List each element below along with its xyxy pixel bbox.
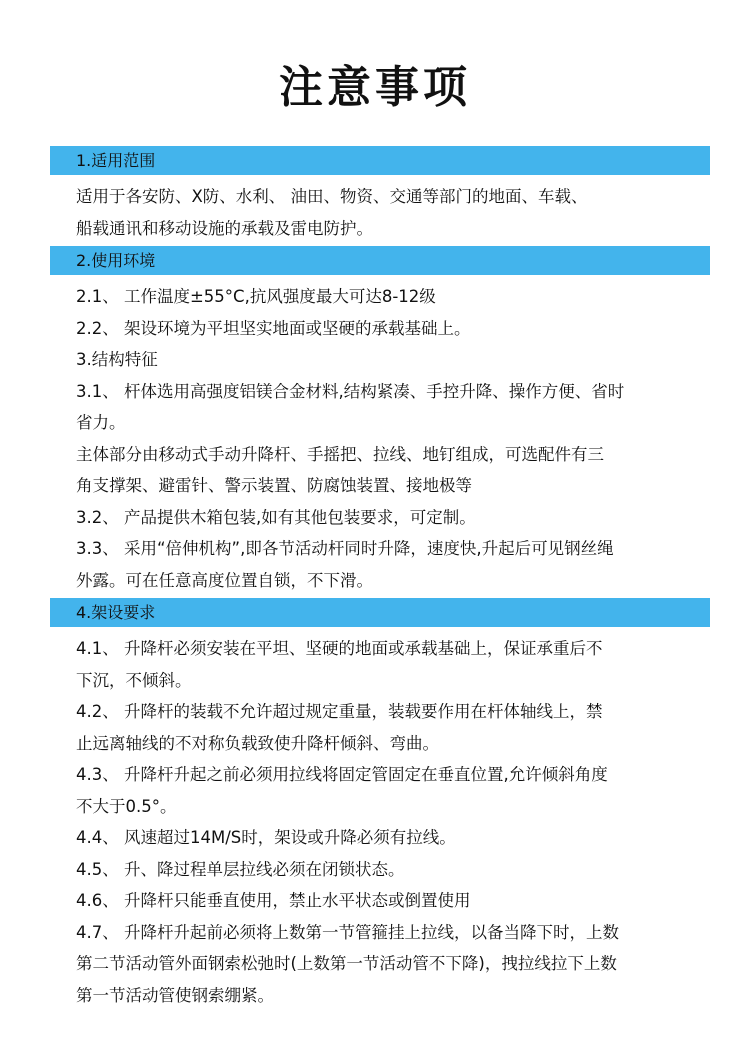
- paragraph-line: 4.5、 升、降过程单层拉线必须在闭锁状态。: [76, 859, 405, 879]
- paragraph-line: 角支撑架、避雷针、警示装置、防腐蚀装置、接地极等: [76, 476, 472, 495]
- paragraph-line: 4.7、 升降杆升起前必须将上数第一节管箍挂上拉线，以备当降下时，上数: [76, 922, 619, 942]
- paragraph-line: 适用于各安防、X防、水利、 油田、物资、交通等部门的地面、车载、: [76, 187, 588, 206]
- section-heading-scope: 1.适用范围: [50, 146, 710, 175]
- paragraph-line: 省力。: [76, 413, 126, 432]
- paragraph-line: 4.3、 升降杆升起之前必须用拉线将固定管固定在垂直位置,允许倾斜角度: [76, 765, 608, 784]
- paragraph-line: 4.1、 升降杆必须安装在平坦、坚硬的地面或承载基础上，保证承重后不: [76, 639, 603, 658]
- paragraph-line: 2.2、 架设环境为平坦坚实地面或坚硬的承载基础上。: [76, 318, 471, 338]
- subheading-structure: 3.结构特征: [76, 350, 158, 369]
- paragraph-line: 止远离轴线的不对称负载致使升降杆倾斜、弯曲。: [76, 733, 439, 753]
- paragraph-line: 外露。可在任意高度位置自锁，不下滑。: [76, 570, 373, 590]
- section-heading-installation: 4.架设要求: [50, 598, 710, 627]
- section-heading-environment: 2.使用环境: [50, 246, 710, 275]
- paragraph-line: 主体部分由移动式手动升降杆、手摇把、拉线、地钉组成，可选配件有三: [76, 444, 604, 464]
- paragraph-line: 4.4、 风速超过14M/S时，架设或升降必须有拉线。: [76, 828, 456, 847]
- notice-content: [50, 146, 710, 1011]
- paragraph-line: 第二节活动管外面钢索松弛时(上数第一节活动管不下降)，拽拉线拉下上数: [76, 954, 617, 973]
- paragraph-line: 下沉，不倾斜。: [76, 670, 192, 690]
- paragraph-line: 第一节活动管使钢索绷紧。: [76, 985, 274, 1005]
- paragraph-line: 2.1、 工作温度±55°C,抗风强度最大可达8-12级: [76, 287, 436, 306]
- paragraph-line: 3.3、 采用“倍伸机构”,即各节活动杆同时升降，速度快,升起后可见钢丝绳: [76, 539, 614, 558]
- paragraph-line: 船载通讯和移动设施的承载及雷电防护。: [76, 218, 373, 238]
- page-title: 注意事项: [279, 62, 471, 113]
- paragraph-line: 3.1、 杆体选用高强度铝镁合金材料,结构紧凑、手控升降、操作方便、省时: [76, 381, 625, 401]
- paragraph-line: 4.6、 升降杆只能垂直使用，禁止水平状态或倒置使用: [76, 891, 471, 910]
- paragraph-line: 3.2、 产品提供木箱包装,如有其他包装要求，可定制。: [76, 507, 476, 527]
- paragraph-line: 不大于0.5°。: [76, 796, 177, 816]
- paragraph-line: 4.2、 升降杆的装载不允许超过规定重量，装载要作用在杆体轴线上，禁: [76, 702, 603, 721]
